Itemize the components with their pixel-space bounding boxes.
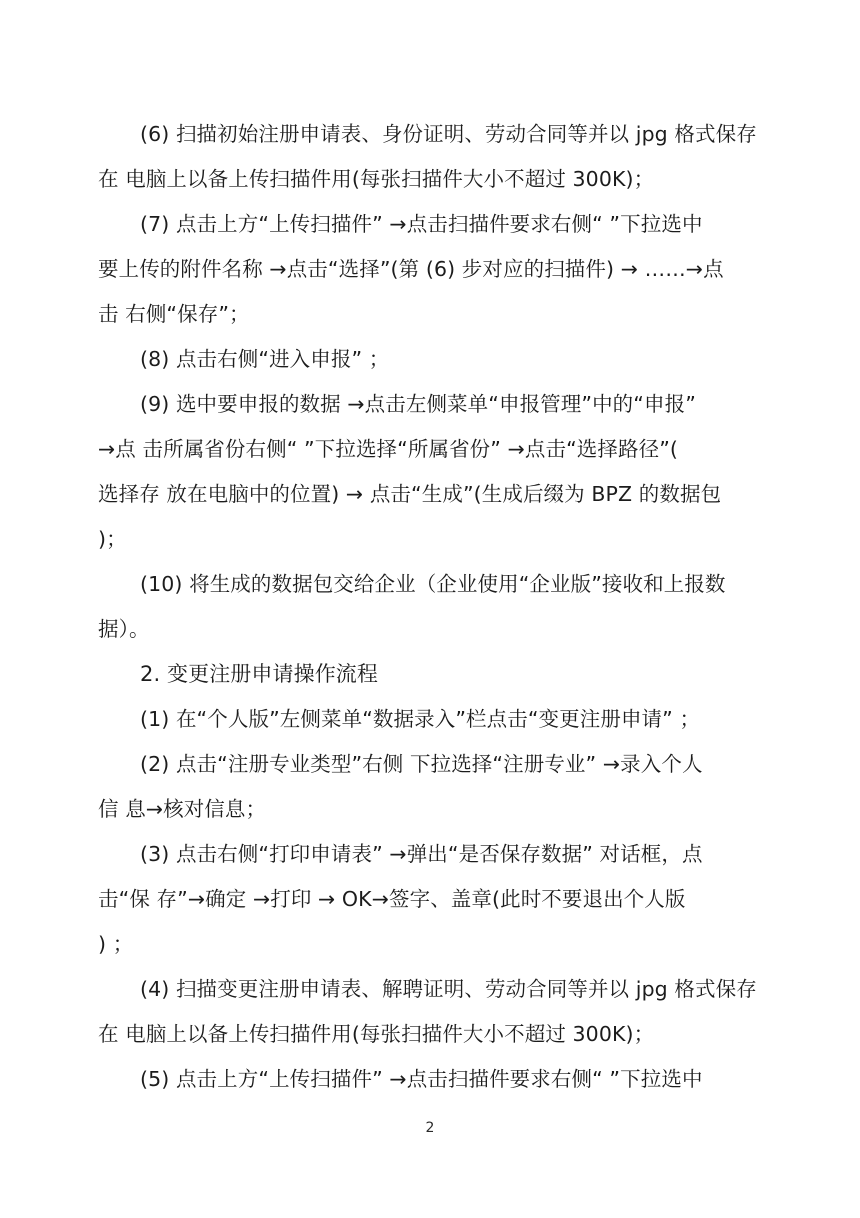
- document-body: [98, 112, 764, 1102]
- list-item: [98, 202, 764, 337]
- text-line: (9) 选中要申报的数据 →点击左侧菜单“申报管理”中的“申报”: [140, 392, 696, 416]
- text-line: (5) 点击上方“上传扫描件” →点击扫描件要求右侧“ ”下拉选中: [140, 1067, 703, 1091]
- list-item: [98, 697, 764, 742]
- list-item: [98, 967, 764, 1057]
- list-item: [98, 382, 764, 562]
- text-line: ) ；: [98, 932, 134, 956]
- text-line: 2. 变更注册申请操作流程: [140, 662, 379, 686]
- text-line: (7) 点击上方“上传扫描件” →点击扫描件要求右侧“ ”下拉选中: [140, 212, 703, 236]
- text-line: (6) 扫描初始注册申请表、身份证明、劳动合同等并以 jpg 格式保存: [140, 122, 757, 146]
- list-item: [98, 832, 764, 967]
- text-line: →点 击所属省份右侧“ ”下拉选择“所属省份” →点击“选择路径”(: [98, 437, 679, 461]
- list-item: [98, 112, 764, 202]
- text-line: )；: [98, 527, 127, 551]
- text-line: (2) 点击“注册专业类型”右侧 下拉选择“注册专业” →录入个人: [140, 752, 703, 776]
- list-item: [98, 742, 764, 832]
- text-line: 要上传的附件名称 →点击“选择”(第 (6) 步对应的扫描件) → ……→点: [98, 257, 724, 281]
- text-line: (1) 在“个人版”左侧菜单“数据录入”栏点击“变更注册申请” ；: [140, 707, 701, 731]
- section-heading: [98, 652, 764, 697]
- text-line: 选择存 放在电脑中的位置) → 点击“生成”(生成后缀为 BPZ 的数据包: [98, 482, 722, 506]
- text-line: 信 息→核对信息；: [98, 797, 267, 821]
- text-line: 在 电脑上以备上传扫描件用(每张扫描件大小不超过 300K)；: [98, 1022, 655, 1046]
- text-line: (4) 扫描变更注册申请表、解聘证明、劳动合同等并以 jpg 格式保存: [140, 977, 757, 1001]
- text-line: 击“保 存”→确定 →打印 → OK→签字、盖章(此时不要退出个人版: [98, 887, 686, 911]
- list-item: [98, 562, 764, 652]
- text-line: (8) 点击右侧“进入申报” ；: [140, 347, 390, 371]
- text-line: 击 右侧“保存”；: [98, 302, 250, 326]
- text-line: (3) 点击右侧“打印申请表” →弹出“是否保存数据” 对话框，点: [140, 842, 703, 866]
- list-item: [98, 1057, 764, 1102]
- text-line: (10) 将生成的数据包交给企业（企业使用“企业版”接收和上报数: [140, 572, 726, 596]
- page-number: 2: [425, 1120, 435, 1136]
- list-item: [98, 337, 764, 382]
- text-line: 据）。: [98, 617, 150, 641]
- text-line: 在 电脑上以备上传扫描件用(每张扫描件大小不超过 300K)；: [98, 167, 655, 191]
